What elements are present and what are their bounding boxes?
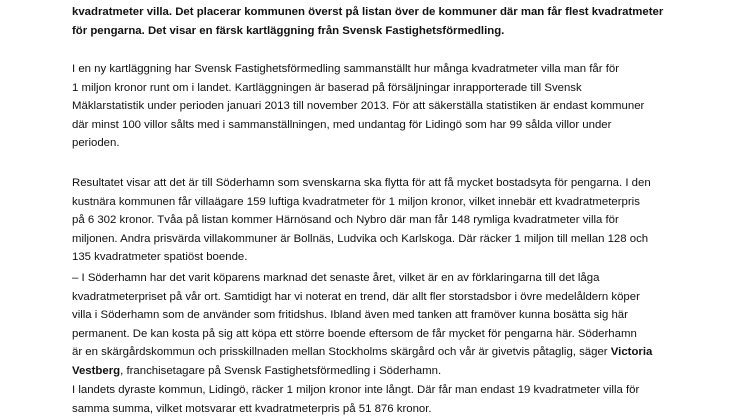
text-line: I en ny kartläggning har Svensk Fastighetsförmedling sammanställt hur många kvadratmeter villa man får för	[72, 63, 620, 75]
text-line: villa i Söderhamn som de använder som fritidshus. Ibland även med tanken att framöver kunna bosätta sig här	[72, 309, 628, 322]
text-line: samma summa, vilket motsvarar ett kvadratmeterpris på 51 876 kronor.	[72, 402, 432, 415]
speaker-last-name: Vestberg	[72, 364, 121, 377]
speaker-title: , franchisetagare på Svensk Fastighetsförmedling i Söderhamn.	[120, 364, 442, 377]
text-line: perioden.	[72, 137, 120, 150]
text-line: där minst 100 villor sålts med i sammanställningen, med undantag för Lidingö som har 99 sålda villor under	[72, 118, 612, 131]
speaker-first-name: Victoria	[610, 346, 653, 359]
text-line: på 6 302 kronor. Tvåa på listan kommer Härnösand och Nybro där man får 148 rymliga kvadratmeter villa för	[72, 214, 619, 227]
paragraph-survey-intro	[72, 60, 692, 153]
text-line: 1 miljon kronor runt om i landet. Kartläggningen är baserad på försäljningar inrapporterade till Svensk	[72, 81, 582, 94]
text-line: Resultatet visar att det är till Söderhamn som svenskarna ska flytta för att få mycket bostadsyta för pengarna. I den	[72, 177, 651, 189]
text-line	[72, 343, 692, 362]
text-line: I landets dyraste kommun, Lidingö, räcker 1 miljon kronor inte långt. Där får man endast 19 kvadratmeter villa för	[72, 384, 640, 396]
text-line: Mäklarstatistik under perioden januari 2013 till november 2013. För att säkerställa statistiken är endast kommuner	[72, 100, 645, 113]
text-line: 135 kvadratmeter spatiöst boende.	[72, 251, 248, 264]
paragraph-results	[72, 174, 692, 267]
text-line: kvadratmeterpriset på vår ort. Samtidigt har vi noterat en trend, där allt fler storstadsbor i övre medelåldern köper	[72, 290, 640, 303]
text-line: – I Söderhamn har det varit köparens marknad det senaste året, vilket är en av förklaringarna till det låga	[72, 272, 600, 284]
text-line: kustnära kommunen får villaägare 159 luftiga kvadratmeter för 1 miljon kronor, vilket innebär ett kvadratmeterpris	[72, 195, 640, 208]
quote-line-text: är en skärgårdskommun och prisskillnaden mellan Stockholms skärgård och vår är givetvis påtaglig, säger	[72, 346, 608, 359]
lead-paragraph	[72, 3, 692, 40]
lead-line: kvadratmeter villa. Det placerar kommunen överst på listan över de kommuner där man får flest kvadratmeter	[72, 6, 664, 18]
lead-line: för pengarna. Det visar en färsk kartläggning från Svensk Fastighetsförmedling.	[72, 24, 505, 37]
paragraph-lidingo	[72, 381, 692, 418]
paragraph-quote	[72, 269, 692, 381]
text-line: permanent. De kan kosta på sig att köpa ett större boende eftersom de får mycket för pengarna här. Söderhamn	[72, 327, 637, 340]
text-line: miljonen. Andra prisvärda villakommuner är Bollnäs, Ludvika och Karlskoga. Där räcker 1 miljon till mellan 128 och	[72, 232, 649, 245]
text-line	[72, 362, 692, 381]
